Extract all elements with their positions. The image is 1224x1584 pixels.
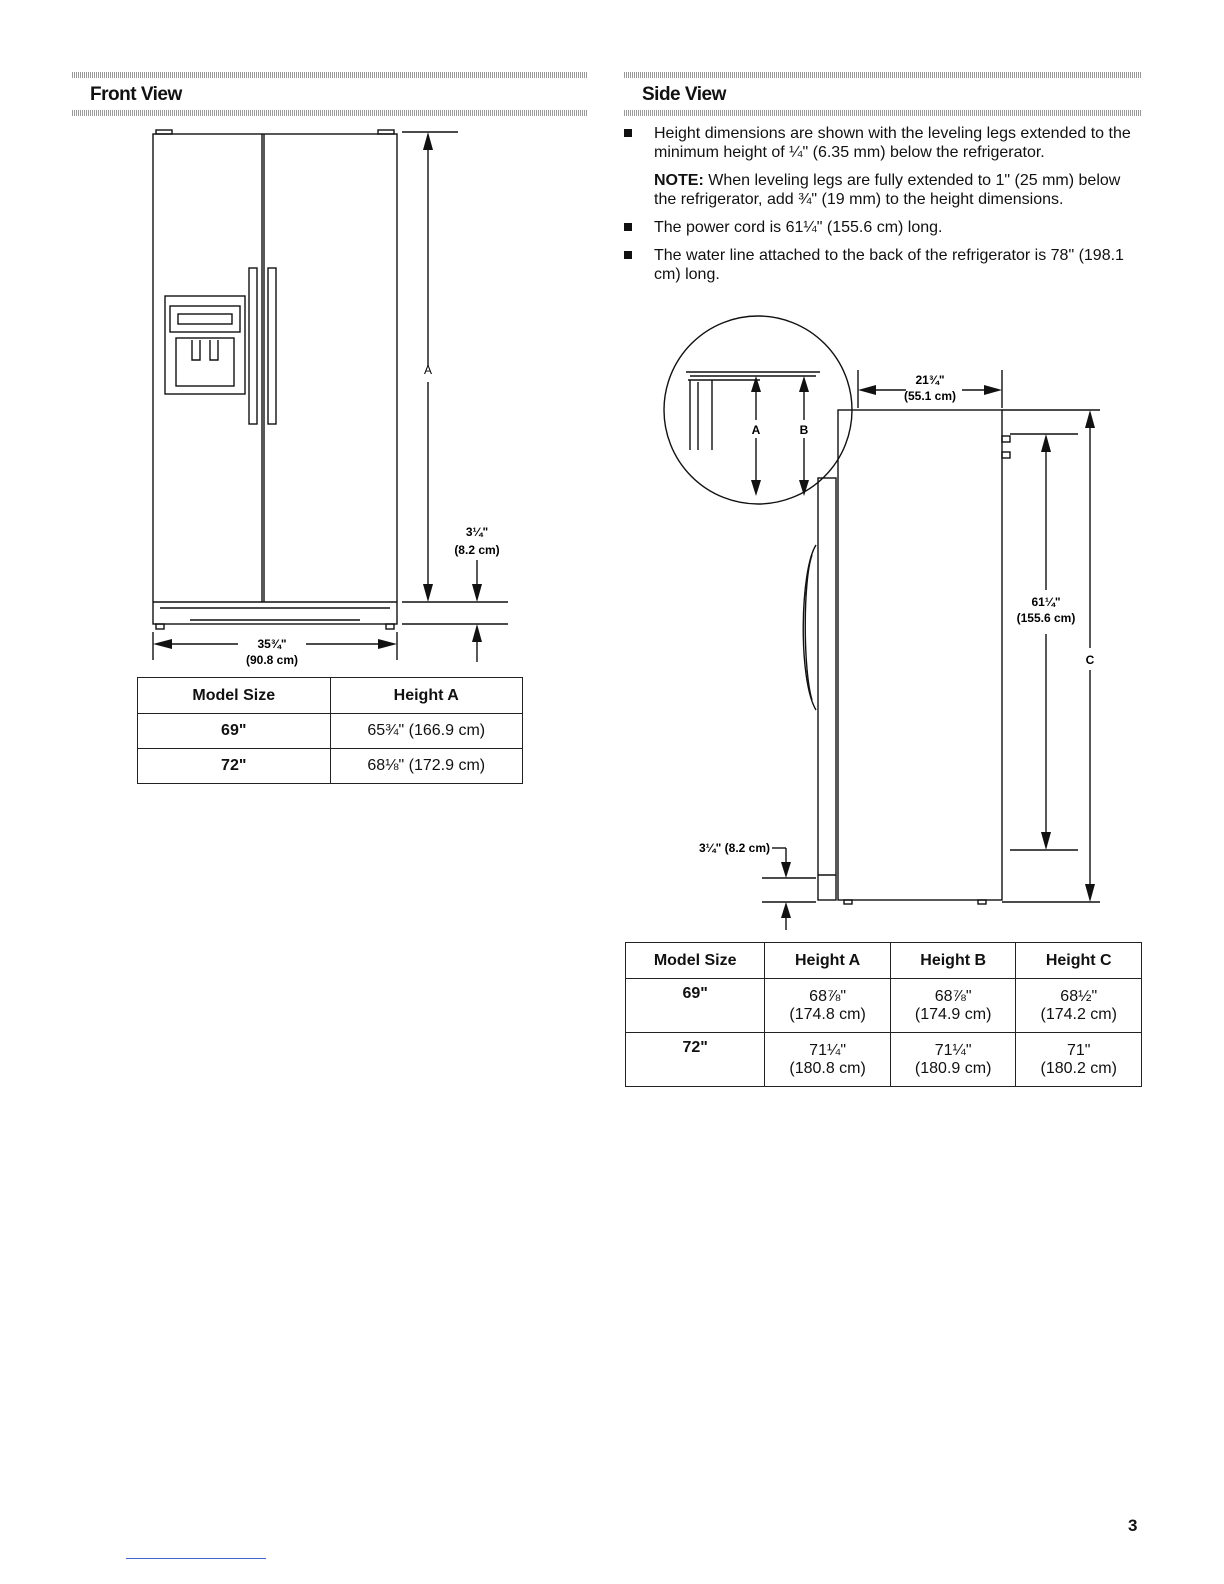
left-handle [249, 268, 257, 424]
front-width-in: 35¾" [257, 637, 287, 651]
col-height-c: Height C [1016, 943, 1142, 979]
height-in: 68⅞" [934, 987, 972, 1005]
height-a-cell [765, 979, 891, 1033]
height-cell: 65¾" (166.9 cm) [330, 714, 523, 749]
page-number: 3 [1128, 1516, 1138, 1535]
table-row [138, 714, 523, 749]
height-in: 71" [1066, 1041, 1091, 1059]
note-text: When leveling legs are fully extended to 1" (25 mm) below the refrigerator, add ¾" (19 mm) to the height dimensions. [654, 172, 1121, 208]
front-toe-cm: (8.2 cm) [454, 543, 500, 557]
side-depth-in: 21¾" [915, 373, 945, 387]
list-item [624, 246, 1144, 284]
bullet-square-icon [624, 129, 632, 137]
bullet-text: The power cord is 61¼" (155.6 cm) long. [654, 219, 943, 236]
col-height-b: Height B [890, 943, 1016, 979]
bullet-text: The water line attached to the back of the refrigerator is 78" (198.1 cm) long. [654, 247, 1124, 283]
fridge-side [838, 410, 1002, 900]
fridge-door [818, 478, 836, 900]
height-cm: (174.9 cm) [914, 1005, 992, 1023]
col-model-size: Model Size [138, 678, 331, 714]
side-top-rule [624, 72, 1142, 78]
front-toe-in: 3¼" [465, 525, 489, 539]
height-c-cell [1016, 979, 1142, 1033]
height-c-cell [1016, 1033, 1142, 1087]
detail-circle [664, 316, 852, 504]
side-view-diagram [640, 310, 1120, 930]
side-bottom-rule [624, 110, 1142, 116]
height-b-cell [890, 1033, 1016, 1087]
height-in: 71¼" [934, 1041, 972, 1059]
front-dimensions-table [137, 677, 523, 784]
side-depth-cm: (55.1 cm) [903, 389, 957, 403]
side-cord-in: 61¼" [1031, 595, 1061, 609]
height-in: 71¼" [809, 1041, 846, 1059]
model-cell: 69" [138, 714, 331, 749]
height-a-cell [765, 1033, 891, 1087]
front-view-diagram [0, 110, 560, 670]
footer-link-line [126, 1558, 266, 1559]
height-in: 68⅞" [809, 987, 846, 1005]
fridge-cabinet [153, 134, 397, 624]
side-label-c: C [1085, 653, 1095, 667]
table-row [626, 1033, 1142, 1087]
side-label-a: A [751, 423, 761, 437]
height-cm: (174.2 cm) [1040, 1005, 1117, 1023]
table-row [138, 749, 523, 784]
side-dimensions-table [625, 942, 1142, 1087]
front-height-label: A [423, 363, 433, 377]
table-header-row [626, 943, 1142, 979]
height-cm: (180.2 cm) [1040, 1059, 1117, 1077]
side-label-b: B [799, 423, 809, 437]
height-cm: (180.9 cm) [914, 1059, 992, 1077]
front-view-heading: Front View [90, 84, 182, 105]
table-header-row [138, 678, 523, 714]
side-toe-dim: 3¼" (8.2 cm) [698, 841, 770, 855]
model-cell: 72" [138, 749, 331, 784]
col-height-a: Height A [765, 943, 891, 979]
note-label: NOTE: [654, 172, 704, 189]
list-item [624, 124, 1144, 162]
front-top-rule [72, 72, 588, 78]
height-cm: (174.8 cm) [789, 1005, 866, 1023]
height-cell: 68⅛" (172.9 cm) [330, 749, 523, 784]
bullet-square-icon [624, 223, 632, 231]
height-in: 68½" [1060, 987, 1098, 1005]
right-handle [268, 268, 276, 424]
side-cord-cm: (155.6 cm) [1016, 611, 1076, 625]
bullet-square-icon [624, 251, 632, 259]
col-model-size: Model Size [626, 943, 765, 979]
front-width-cm: (90.8 cm) [245, 653, 299, 667]
list-item [624, 218, 1144, 237]
side-notes [624, 124, 1144, 293]
side-view-heading: Side View [642, 84, 726, 105]
bullet-text: Height dimensions are shown with the leveling legs extended to the minimum height of ¼" (6.35 mm) below the refrigerator. [654, 125, 1131, 161]
height-cm: (180.8 cm) [789, 1059, 866, 1077]
model-cell: 69" [626, 979, 765, 1033]
note-paragraph [624, 171, 1144, 209]
table-row [626, 979, 1142, 1033]
col-height-a: Height A [330, 678, 523, 714]
height-b-cell [890, 979, 1016, 1033]
model-cell: 72" [626, 1033, 765, 1087]
dispenser [165, 296, 245, 394]
